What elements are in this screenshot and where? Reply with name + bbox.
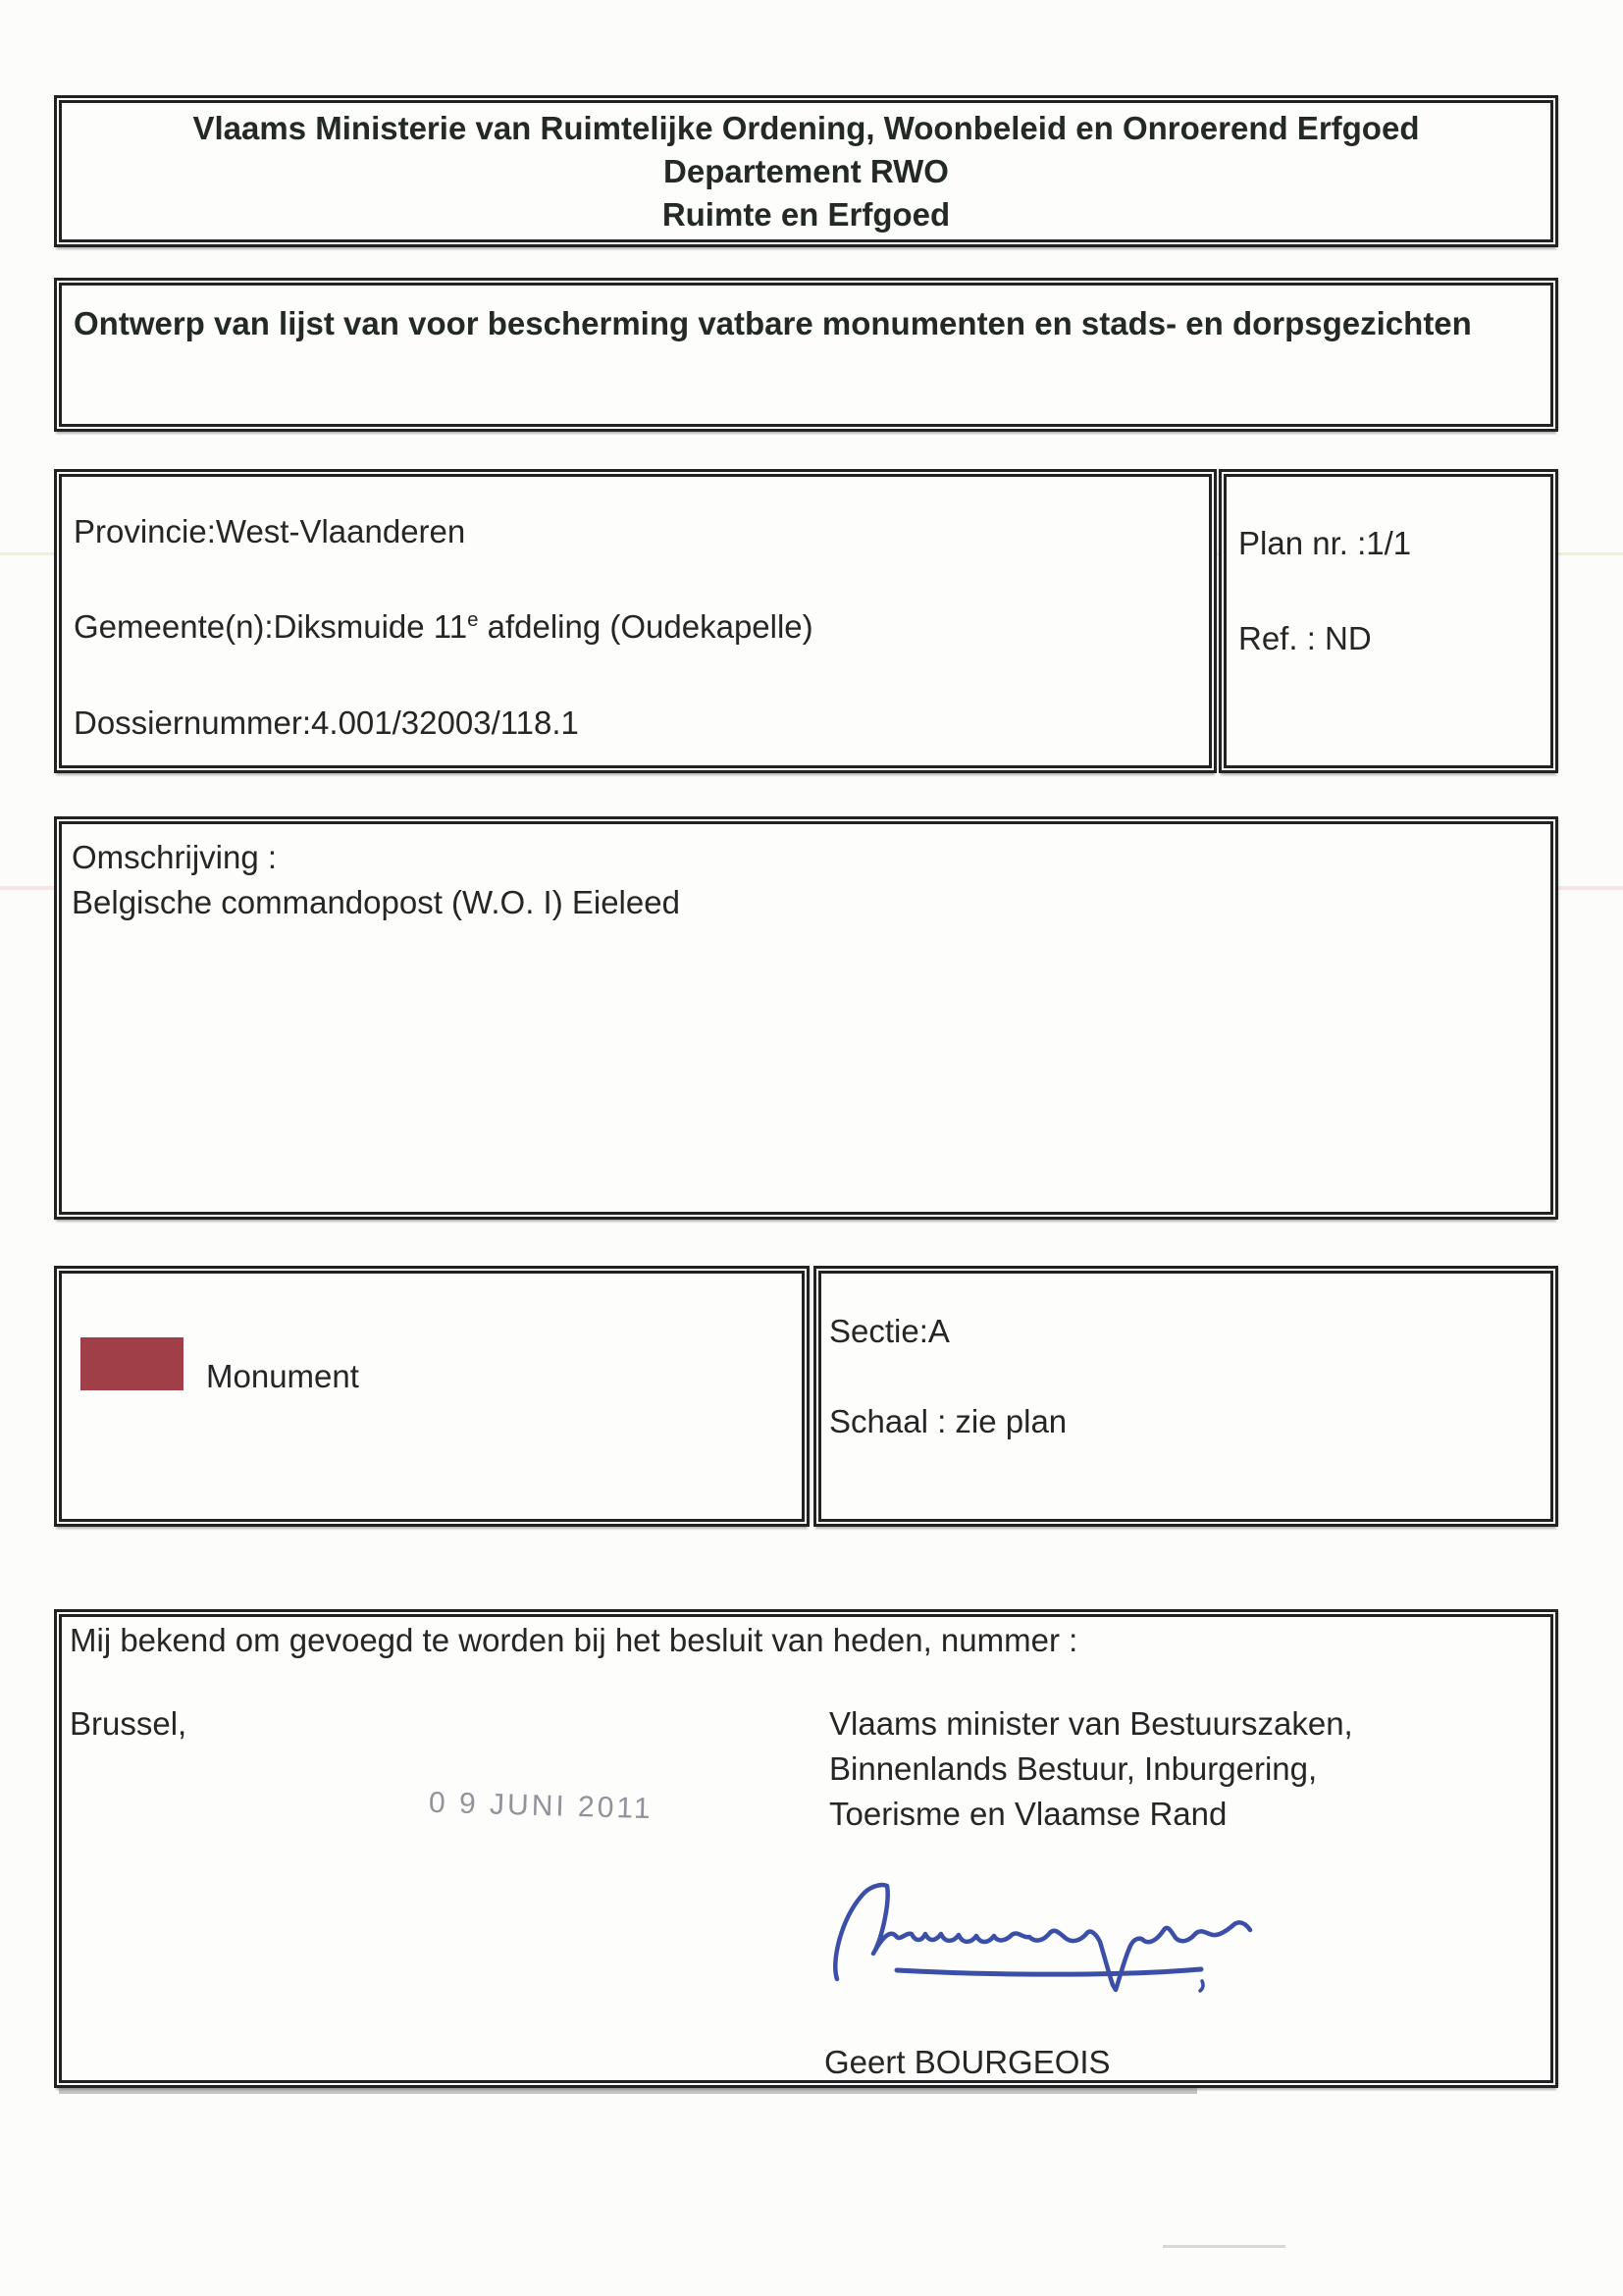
signature-ink <box>832 1880 1254 1996</box>
sectie-schaal-box <box>813 1266 1558 1527</box>
document-subject-title: Ontwerp van lijst van voor bescherming vatbare monumenten en stads- en dorpsgezichten <box>74 305 1472 341</box>
ministry-title-line3: Ruimte en Erfgoed <box>661 195 951 233</box>
sectie-line: Sectie:A <box>829 1313 950 1349</box>
legend-box <box>54 1266 810 1527</box>
signature-underline <box>897 1969 1201 1974</box>
signature-box <box>54 1609 1558 2088</box>
bekend-line: Mij bekend om gevoegd te worden bij het besluit van heden, nummer : <box>70 1622 1078 1658</box>
minister-title-line2: Binnenlands Bestuur, Inburgering, <box>829 1750 1318 1787</box>
date-stamp: 0 9 JUNI 2011 <box>428 1786 654 1826</box>
monument-legend-swatch <box>80 1337 183 1390</box>
signature-tick <box>1200 1981 1203 1991</box>
plan-nr-line: Plan nr. :1/1 <box>1238 525 1412 561</box>
minister-title-line3: Toerisme en Vlaamse Rand <box>829 1796 1228 1832</box>
ministry-header-box <box>54 95 1558 247</box>
gemeente-line <box>74 608 813 646</box>
provincie-line: Provincie:West-Vlaanderen <box>74 513 466 549</box>
schaal-line: Schaal : zie plan <box>829 1403 1068 1439</box>
signer-name: Geert BOURGEOIS <box>824 2044 1111 2080</box>
details-box <box>54 469 1217 773</box>
omschrijving-box <box>54 816 1558 1220</box>
omschrijving-value: Belgische commandopost (W.O. I) Eieleed <box>72 884 680 920</box>
gemeente-text: Gemeente(n):Diksmuide 11 <box>74 608 468 645</box>
plan-ref-box <box>1219 469 1558 773</box>
ministry-title-line1: Vlaams Ministerie van Ruimtelijke Ordening, Woonbeleid en Onroerend Erfgoed <box>192 109 1420 146</box>
ministry-title-line2: Departement RWO <box>663 152 949 189</box>
ref-line: Ref. : ND <box>1238 620 1372 656</box>
gemeente-text-suffix: afdeling (Oudekapelle) <box>478 608 813 645</box>
place-line: Brussel, <box>70 1705 187 1742</box>
scan-shadow-bottom <box>59 2088 1197 2094</box>
minister-title-line1: Vlaams minister van Bestuurszaken, <box>829 1705 1353 1742</box>
scan-mark-bottom-right <box>1163 2245 1285 2248</box>
omschrijving-label: Omschrijving : <box>72 839 278 875</box>
monument-legend-label: Monument <box>206 1358 359 1394</box>
gemeente-superscript: e <box>467 608 479 631</box>
dossiernummer-line: Dossiernummer:4.001/32003/118.1 <box>74 704 579 741</box>
subject-box <box>54 278 1558 432</box>
